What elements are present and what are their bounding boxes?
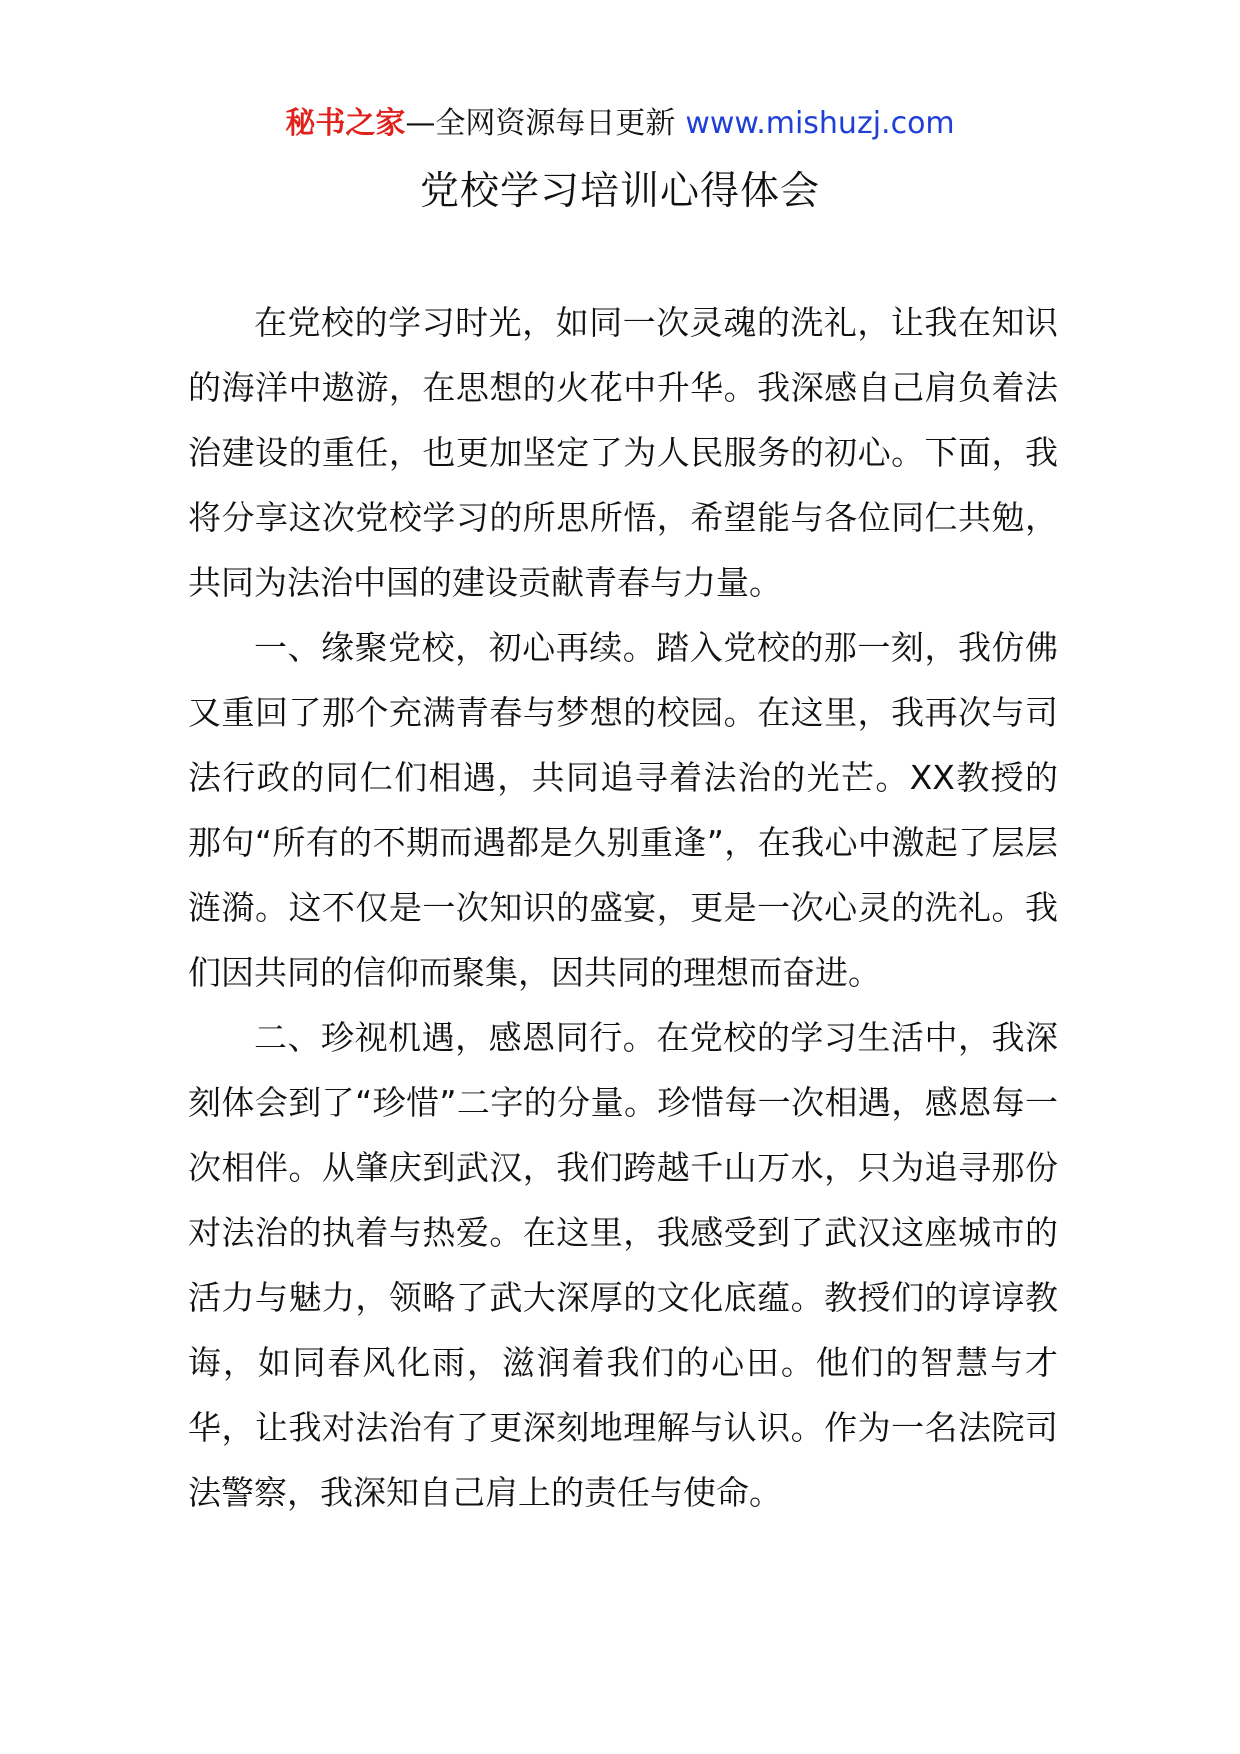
page-header — [0, 100, 1240, 148]
document-title: 党校学习培训心得体会 — [419, 169, 820, 214]
document-body — [188, 290, 1058, 1525]
section-paragraph-2 — [188, 1005, 1058, 1525]
section-heading-2: 二、珍视机遇，感恩同行。 — [254, 1018, 657, 1057]
header-tagline: —全网资源每日更新 — [405, 106, 676, 141]
section-text-1: 踏入党校的那一刻，我仿佛又重回了那个充满青春与梦想的校园。在这里，我再次与司法行政的同仁们相遇，共同追寻着法治的光芒。XX教授的那句“所有的不期而遇都是久别重逢”，在我心中激起了层层涟漪。这不仅是一次知识的盛宴，更是一次心灵的洗礼。我们因共同的信仰而聚集，因共同的理想而奋进。 — [188, 628, 1059, 992]
site-url-link[interactable]: www.mishuzj.com — [685, 106, 955, 141]
intro-paragraph: 在党校的学习时光，如同一次灵魂的洗礼，让我在知识的海洋中遨游，在思想的火花中升华。我深感自己肩负着法治建设的重任，也更加坚定了为人民服务的初心。下面，我将分享这次党校学习的所思所悟，希望能与各位同仁共勉，共同为法治中国的建设贡献青春与力量。 — [188, 303, 1058, 602]
section-paragraph-1 — [188, 615, 1058, 1005]
section-heading-1: 一、缘聚党校，初心再续。 — [254, 628, 657, 667]
brand-name: 秘书之家 — [285, 106, 406, 141]
section-text-2: 在党校的学习生活中，我深刻体会到了“珍惜”二字的分量。珍惜每一次相遇，感恩每一次相伴。从肇庆到武汉，我们跨越千山万水，只为追寻那份对法治的执着与热爱。在这里，我感受到了武汉这座城市的活力与魅力，领略了武大深厚的文化底蕴。教授们的谆谆教诲，如同春风化雨，滋润着我们的心田。他们的智慧与才华，让我对法治有了更深刻地理解与认识。作为一名法院司法警察，我深知自己肩上的责任与使命。 — [188, 1018, 1059, 1512]
